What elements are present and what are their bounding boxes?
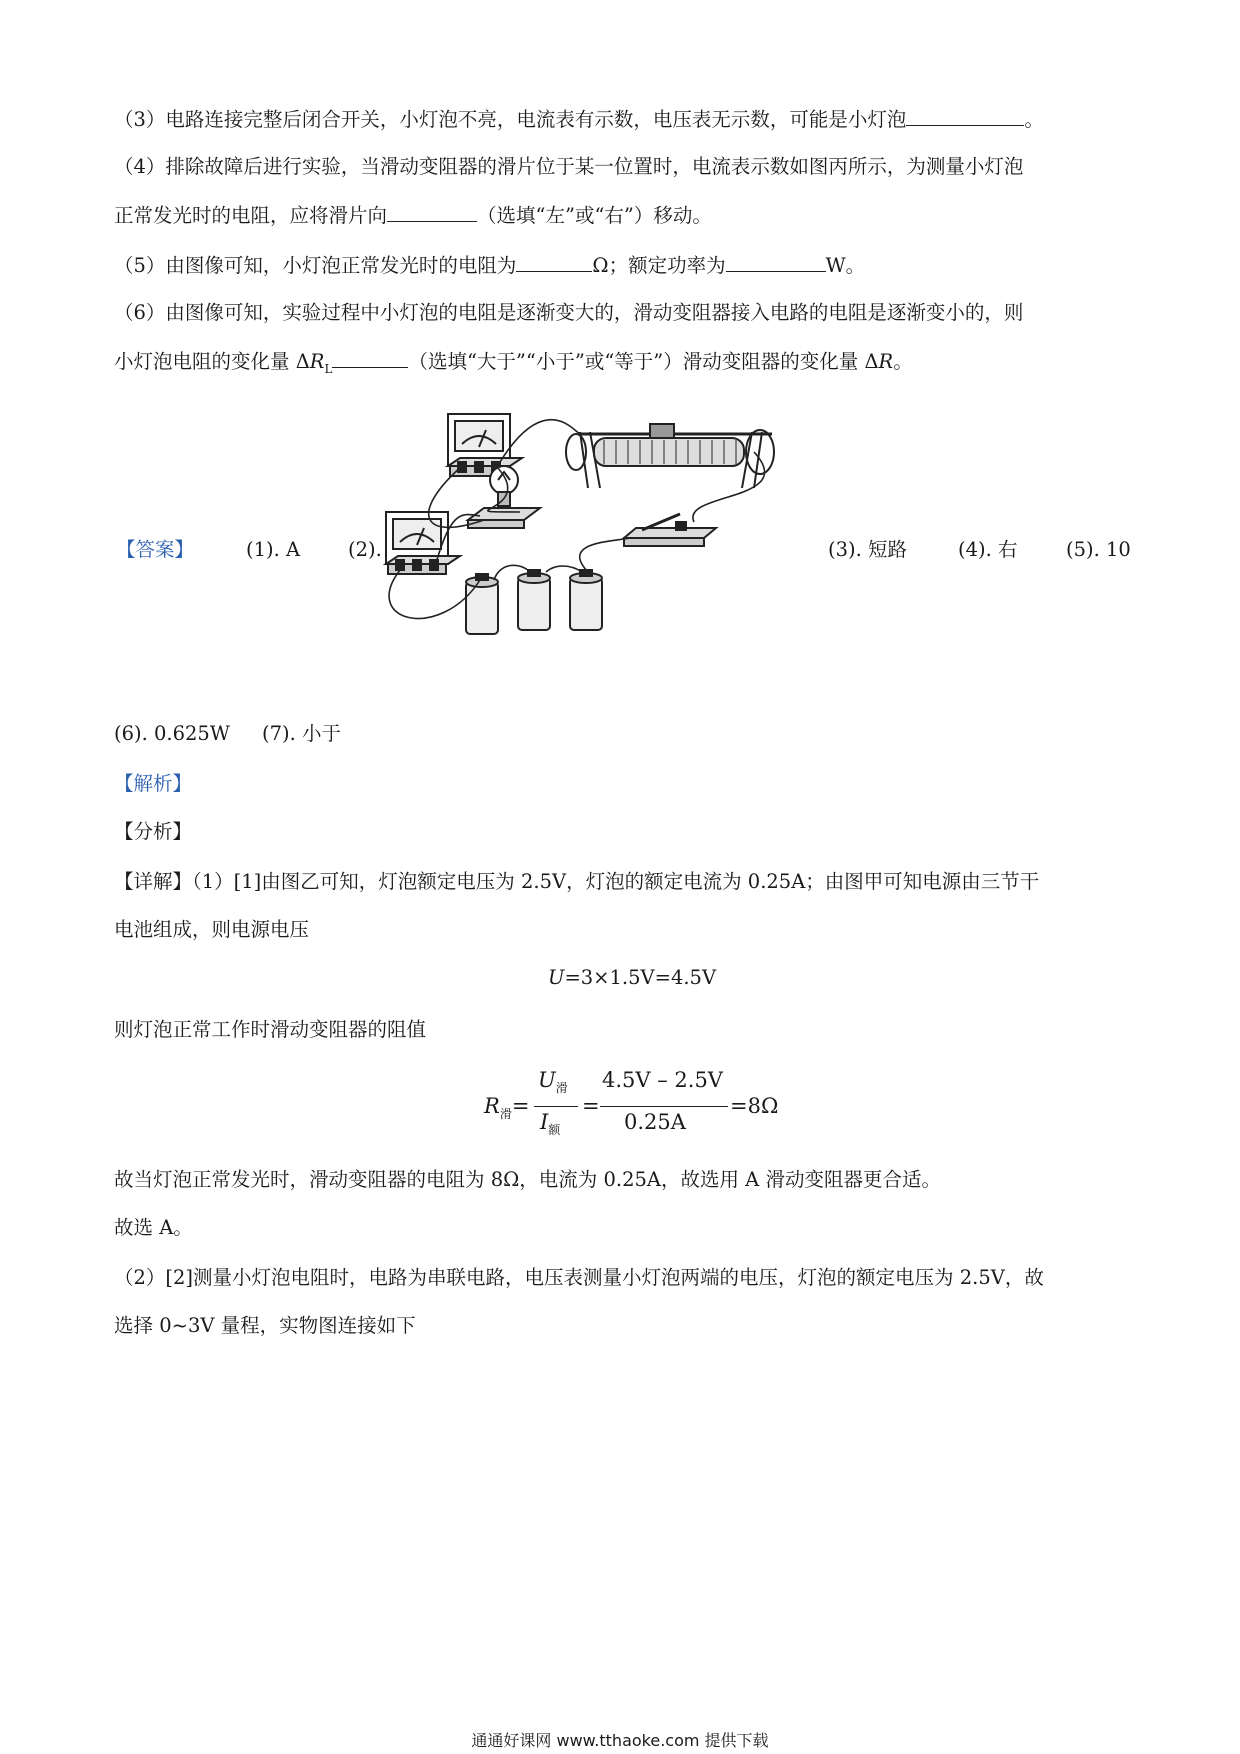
question-4-line1: [114, 153, 1023, 181]
question-6-end: 。: [893, 350, 913, 373]
fraction-2-numerator: 4.5V – 2.5V: [602, 1068, 723, 1092]
question-6-text-a: （6）由图像可知，实验过程中小灯泡的电阻是逐渐变大的，滑动变阻器接入电路的电阻是逐渐变小的，则: [114, 301, 1024, 324]
answer-6: (6). 0.625W: [114, 722, 230, 745]
equation-2-lhs: [484, 1094, 529, 1122]
question-5-text-a: （5）由图像可知，小灯泡正常发光时的电阻为: [114, 254, 517, 277]
question-3-end: 。: [1024, 108, 1044, 131]
symbol-sub-hua: 滑: [499, 1107, 512, 1122]
question-6-line2: [114, 347, 913, 383]
equation-2-result: =8Ω: [730, 1094, 779, 1118]
symbol-r: R: [484, 1094, 500, 1118]
fraction-bar: [534, 1106, 578, 1107]
question-5-text-c: W。: [825, 254, 866, 277]
equals-sign: =: [511, 1094, 530, 1118]
answer-2: (2).: [348, 538, 382, 561]
detail-text-1: （1）[1]由图乙可知，灯泡额定电压为 2.5V，灯泡的额定电流为 0.25A；由图甲可知电源由三节干: [192, 870, 1040, 893]
detail-line-2: 电池组成，则电源电压: [114, 918, 310, 941]
question-5: [114, 251, 865, 280]
question-3-text: （3）电路连接完整后闭合开关，小灯泡不亮，电流表有示数，电压表无示数，可能是小灯泡: [114, 108, 907, 131]
fraction-bar: [600, 1106, 728, 1107]
circuit-diagram: [380, 392, 810, 710]
symbol-sub-e: 额: [548, 1123, 561, 1138]
answer-3: (3). 短路: [828, 538, 908, 561]
voltmeter-icon: [386, 512, 460, 574]
symbol-i: I: [540, 1110, 549, 1134]
answer-4: (4). 右: [958, 538, 1018, 561]
symbol-r: R: [878, 350, 894, 373]
answer-blank: [332, 347, 408, 368]
battery-icon: [466, 570, 602, 634]
detail-line-1: [114, 868, 1039, 896]
question-4-text-c: （选填“左”或“右”）移动。: [477, 204, 712, 227]
symbol-sub-l: L: [324, 361, 333, 376]
detail-line-5: 故选 A。: [114, 1216, 193, 1239]
question-5-text-b: Ω；额定功率为: [592, 254, 726, 277]
symbol-u: U: [538, 1068, 556, 1092]
answer-1: (1). A: [246, 538, 301, 561]
equals-sign: =: [582, 1094, 600, 1118]
answer-blank: [387, 201, 477, 222]
question-4-text-b: 正常发光时的电阻，应将滑片向: [114, 204, 388, 227]
fraction-2-denominator: 0.25A: [624, 1110, 686, 1134]
equation-1-rest: =3×1.5V=4.5V: [564, 966, 717, 989]
answer-7: (7). 小于: [262, 722, 342, 745]
rheostat-icon: [566, 424, 774, 488]
jiexi-heading: 【解析】: [114, 772, 193, 795]
symbol-u: U: [548, 966, 565, 989]
fraction-1-numerator: [538, 1068, 568, 1096]
answer-5: (5). 10: [1066, 538, 1131, 561]
fraction-1-denominator: [540, 1110, 560, 1138]
answer-blank: [726, 251, 826, 272]
footer: 通通好课网 www.tthaoke.com 提供下载: [471, 1731, 769, 1750]
equation-1: [548, 966, 716, 989]
answer-blank: [906, 105, 1024, 126]
answer-blank: [516, 251, 592, 272]
answer-tag: 【答案】: [116, 538, 195, 561]
symbol-sub-hua: 滑: [555, 1081, 568, 1096]
equation-2: [484, 1066, 779, 1146]
question-6-text-c: （选填“大于”“小于”或“等于”）滑动变阻器的变化量 Δ: [408, 350, 879, 373]
question-4-text-a: （4）排除故障后进行实验，当滑动变阻器的滑片位于某一位置时，电流表示数如图丙所示，为测量小灯泡: [114, 155, 1024, 178]
question-4-line2: [114, 201, 712, 230]
fenxi-heading: 【分析】: [114, 820, 193, 843]
detail-line-3: 则灯泡正常工作时滑动变阻器的阻值: [114, 1018, 427, 1041]
detail-line-4: 故当灯泡正常发光时，滑动变阻器的电阻为 8Ω，电流为 0.25A，故选用 A 滑动变阻器更合适。: [114, 1168, 941, 1191]
symbol-r: R: [309, 350, 325, 373]
question-3: [114, 105, 1044, 134]
detail-line-7: 选择 0~3V 量程，实物图连接如下: [114, 1314, 416, 1337]
switch-icon: [624, 514, 716, 546]
question-6-line1: [114, 299, 1023, 327]
detail-tag: 【详解】: [114, 870, 193, 893]
question-6-text-b: 小灯泡电阻的变化量 Δ: [114, 350, 310, 373]
detail-line-6: （2）[2]测量小灯泡电阻时，电路为串联电路，电压表测量小灯泡两端的电压，灯泡的额定电压为 2.5V，故: [114, 1266, 1044, 1289]
